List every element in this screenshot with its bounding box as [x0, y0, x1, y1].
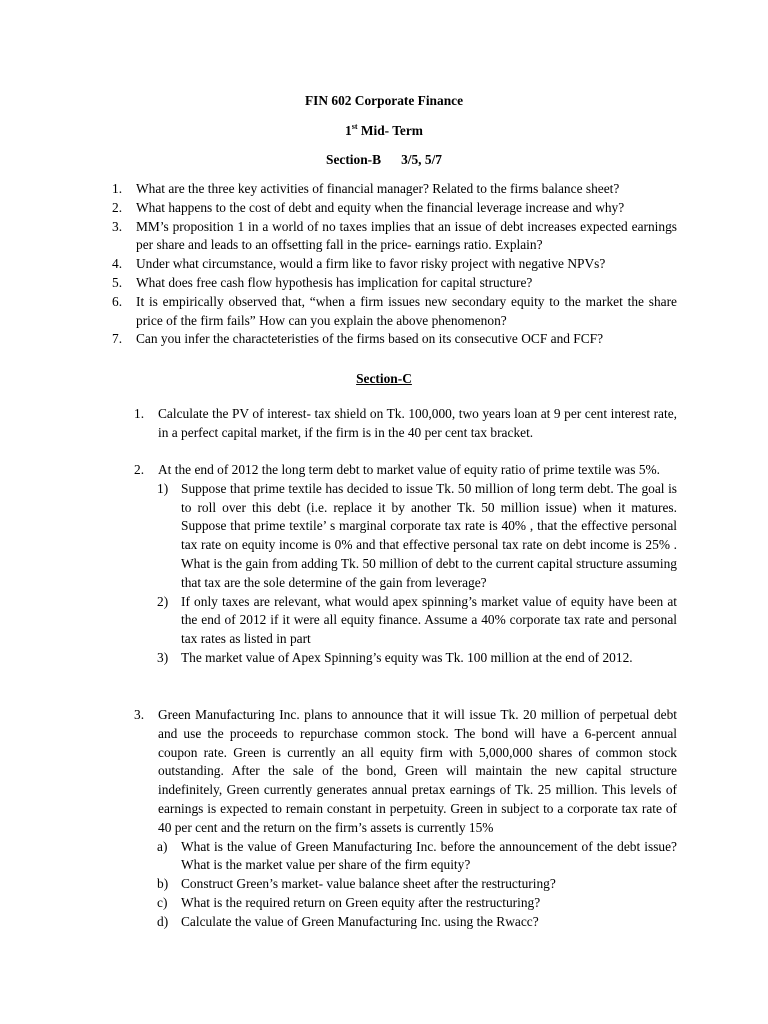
question-number: 5.	[112, 274, 123, 290]
exam-name-number: 1	[345, 123, 352, 138]
section-b-question	[112, 293, 677, 331]
question-text: What happens to the cost of debt and equity when the financial leverage increase and why?	[136, 199, 625, 215]
question-number: 2.	[134, 462, 145, 477]
part-text: What is the value of Green Manufacturing Inc. before the announcement of the debt issue? What is the market value per share of the firm equity?	[181, 838, 677, 873]
part-text: What is the required return on Green equity after the restructuring?	[181, 894, 541, 910]
part-number: d)	[157, 913, 169, 929]
part-text: Construct Green’s market- value balance sheet after the restructuring?	[181, 876, 556, 892]
question-number: 1.	[112, 181, 123, 196]
section-b-question	[112, 180, 677, 199]
question-part	[157, 875, 677, 894]
part-text: The market value of Apex Spinning’s equity was Tk. 100 million at the end of 2012.	[181, 649, 633, 665]
question-number: 7.	[112, 331, 123, 347]
question-part	[157, 894, 677, 913]
question-text: Can you infer the characteteristies of the firms based on its consecutive OCF and FCF?	[136, 331, 604, 347]
question-part	[157, 593, 677, 649]
question-text: Under what circumstance, would a firm like to favor risky project with negative NPVs?	[136, 256, 606, 272]
part-number: 3)	[157, 649, 169, 665]
question-text: Green Manufacturing Inc. plans to announce that it will issue Tk. 20 million of perpetual debt and use the proceeds to repurchase common stock. The bond will have a 6-percent annual coupon rate. Green is currently an all equity firm with 5,000,000 shares of common stock outstanding. After the sale of the bond, Green will maintain the new capital structure indefinitely, Green currently generates annual pretax earnings of Tk. 25 million. This levels of earnings is expected to remain constant in perpetuity. Green in subject to a corporate tax rate of 40 per cent and the return on the firm’s assets is currently 15%	[158, 707, 677, 835]
question-number: 3.	[134, 707, 145, 722]
section-b-question	[112, 218, 677, 256]
section-b-dates: 3/5, 5/7	[401, 152, 442, 167]
part-text: If only taxes are relevant, what would apex spinning’s market value of equity have been at the end of 2012 if it were all equity finance. Assume a 40% corporate tax rate and personal tax rates as listed in part	[181, 593, 677, 647]
question-part	[157, 649, 677, 668]
section-b-heading	[0, 151, 768, 170]
question-number: 2.	[112, 199, 123, 215]
section-b-label: Section-B	[326, 152, 382, 167]
exam-name	[0, 122, 768, 141]
question-text: MM’s proposition 1 in a world of no taxes implies that an issue of debt increases expected earnings per share and leads to an offsetting fall in the price- earnings ratio. Explain?	[136, 218, 677, 253]
part-number: c)	[157, 894, 168, 910]
part-number: b)	[157, 876, 169, 892]
section-c-heading: Section-C	[356, 371, 412, 386]
question-number: 1.	[134, 406, 145, 421]
question-text: Calculate the PV of interest- tax shield on Tk. 100,000, two years loan at 9 per cent interest rate, in a perfect capital market, if the firm is in the 40 per cent tax bracket.	[158, 406, 677, 440]
section-b-question	[112, 330, 677, 349]
part-number: 2)	[157, 593, 169, 609]
section-b-question-list	[112, 180, 677, 349]
question-text: What are the three key activities of financial manager? Related to the firms balance sheet?	[136, 181, 620, 196]
question-number: 4.	[112, 256, 123, 272]
question-part	[157, 838, 677, 876]
section-b-question	[112, 199, 677, 218]
section-c-question-1	[134, 405, 677, 443]
question-text: It is empirically observed that, “when a firm issues new secondary equity to the market the share price of the firm fails” How can you explain the above phenomenon?	[136, 293, 677, 328]
course-title: FIN 602 Corporate Finance	[304, 93, 464, 108]
part-text: Suppose that prime textile has decided to issue Tk. 50 million of long term debt. The goal is to roll over this debt (i.e. replace it by another Tk. 50 million issue) when it matures. Suppose that prime textile’ s marginal corporate tax rate is 40% , that the effective personal tax rate on equity income is 0% and that effective personal tax rate on debt income is 25% . What is the gain from adding Tk. 50 million of debt to the current capital structure assuming that tax are the sole determine of the gain from leverage?	[181, 480, 677, 590]
section-b-question	[112, 274, 677, 293]
part-text: Calculate the value of Green Manufacturing Inc. using the Rwacc?	[181, 913, 539, 929]
question-number: 6.	[112, 293, 123, 309]
question-text: What does free cash flow hypothesis has implication for capital structure?	[136, 274, 533, 290]
part-number: 1)	[157, 480, 169, 496]
question-number: 3.	[112, 218, 123, 234]
exam-name-suffix: Mid- Term	[357, 123, 423, 138]
question-part	[157, 913, 677, 932]
section-c-question-3	[134, 706, 677, 932]
question-part	[157, 480, 677, 593]
exam-name-superscript: st	[351, 122, 358, 131]
section-c-question-2	[134, 461, 677, 668]
part-number: a)	[157, 838, 168, 854]
section-b-question	[112, 255, 677, 274]
question-text: At the end of 2012 the long term debt to market value of equity ratio of prime textile was 5%.	[158, 462, 661, 477]
